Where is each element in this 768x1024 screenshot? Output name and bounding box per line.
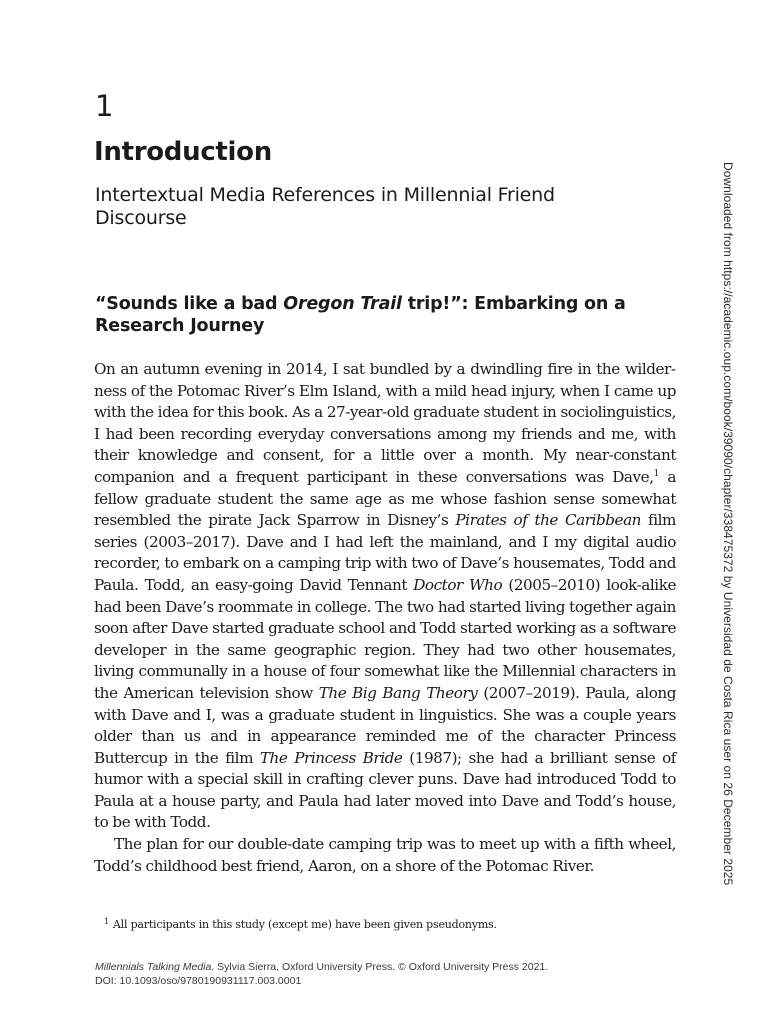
footnote-ref[interactable]: 1 [653, 468, 659, 479]
paragraph-1 [94, 359, 676, 834]
chapter-title: Introduction [94, 137, 272, 167]
download-watermark: Downloaded from https://academic.oup.com/book/39090/chapter/338475372 by Universidad de Costa Rica user on 26 December 2025 [721, 162, 735, 886]
p1-text-a: On an autumn evening in 2014, I sat bundled by a dwindling fire in the wilderness of the Potomac River’s Elm Island, with a mild head injury, when I came up with the idea for this book. As a 27-year-old graduate student in sociolinguistics, I had been recording everyday conversations among my friends and me, with their knowledge and consent, for a little over a month. My near-constant companion and a frequent participant in these conversations was Dave, [94, 360, 676, 486]
section-heading [95, 293, 655, 337]
paragraph-2: The plan for our double-date camping trip was to meet up with a fifth wheel, Todd’s childhood best friend, Aaron, on a shore of the Potomac River. [94, 835, 676, 875]
section-heading-italic: Oregon Trail [283, 294, 402, 314]
citation [95, 960, 655, 988]
title-princess-bride: The Princess Bride [259, 748, 403, 767]
p1-text-c: film series (2003–2017). Dave and I had left the mainland, and I my digital audio recorder, to embark on a camping trip with two of Dave’s housemates, Todd and Paula. Todd, an easy-going David Tennant [94, 511, 676, 594]
chapter-number: 1 [95, 89, 114, 123]
title-big-bang: The Big Bang Theory [318, 683, 478, 702]
p1-text-b: a fellow graduate student the same age as me whose fashion sense somewhat resembled the pirate Jack Sparrow in Disney’s [94, 467, 676, 530]
title-doctor-who: Doctor Who [413, 575, 503, 594]
chapter-subtitle: Intertextual Media References in Millennial Friend Discourse [95, 184, 555, 229]
p1-text-d: (2005–2010) look-alike had been Dave’s roommate in college. The two had started living together again soon after Dave started graduate school and Todd started working as a software developer in the same geographic region. They had two other housemates, living communally in a house of four somewhat like the Millennial characters in the American television show [94, 575, 676, 702]
footnote-marker: 1 [104, 917, 109, 926]
citation-doi: DOI: 10.1093/oso/9780190931117.003.0001 [95, 975, 302, 987]
citation-book-title: Millennials Talking Media. [95, 961, 215, 973]
footnote [104, 917, 664, 933]
footnote-text: All participants in this study (except me) have been given pseudonyms. [112, 918, 497, 931]
citation-line-1 [95, 960, 655, 974]
citation-publisher: Sylvia Sierra, Oxford University Press. © Oxford University Press 2021. [214, 961, 549, 973]
body-text [94, 359, 676, 877]
p1-text-f: (1987); she had a brilliant sense of humor with a special skill in crafting clever puns. Dave had introduced Todd to Paula at a house party, and Paula had later moved into Dave and Todd’s house, to be with Todd. [94, 748, 676, 832]
title-pirates: Pirates of the Caribbean [455, 511, 642, 530]
section-heading-part1: “Sounds like a bad [95, 294, 284, 314]
p1-text-e: (2007–2019). Paula, along with Dave and I, was a graduate student in linguistics. She was a couple years older than us and in appearance reminded me of the character Princess Buttercup in the film [94, 683, 676, 767]
section-heading-part2: trip!”: Embarking on a Research Journey [95, 294, 626, 336]
